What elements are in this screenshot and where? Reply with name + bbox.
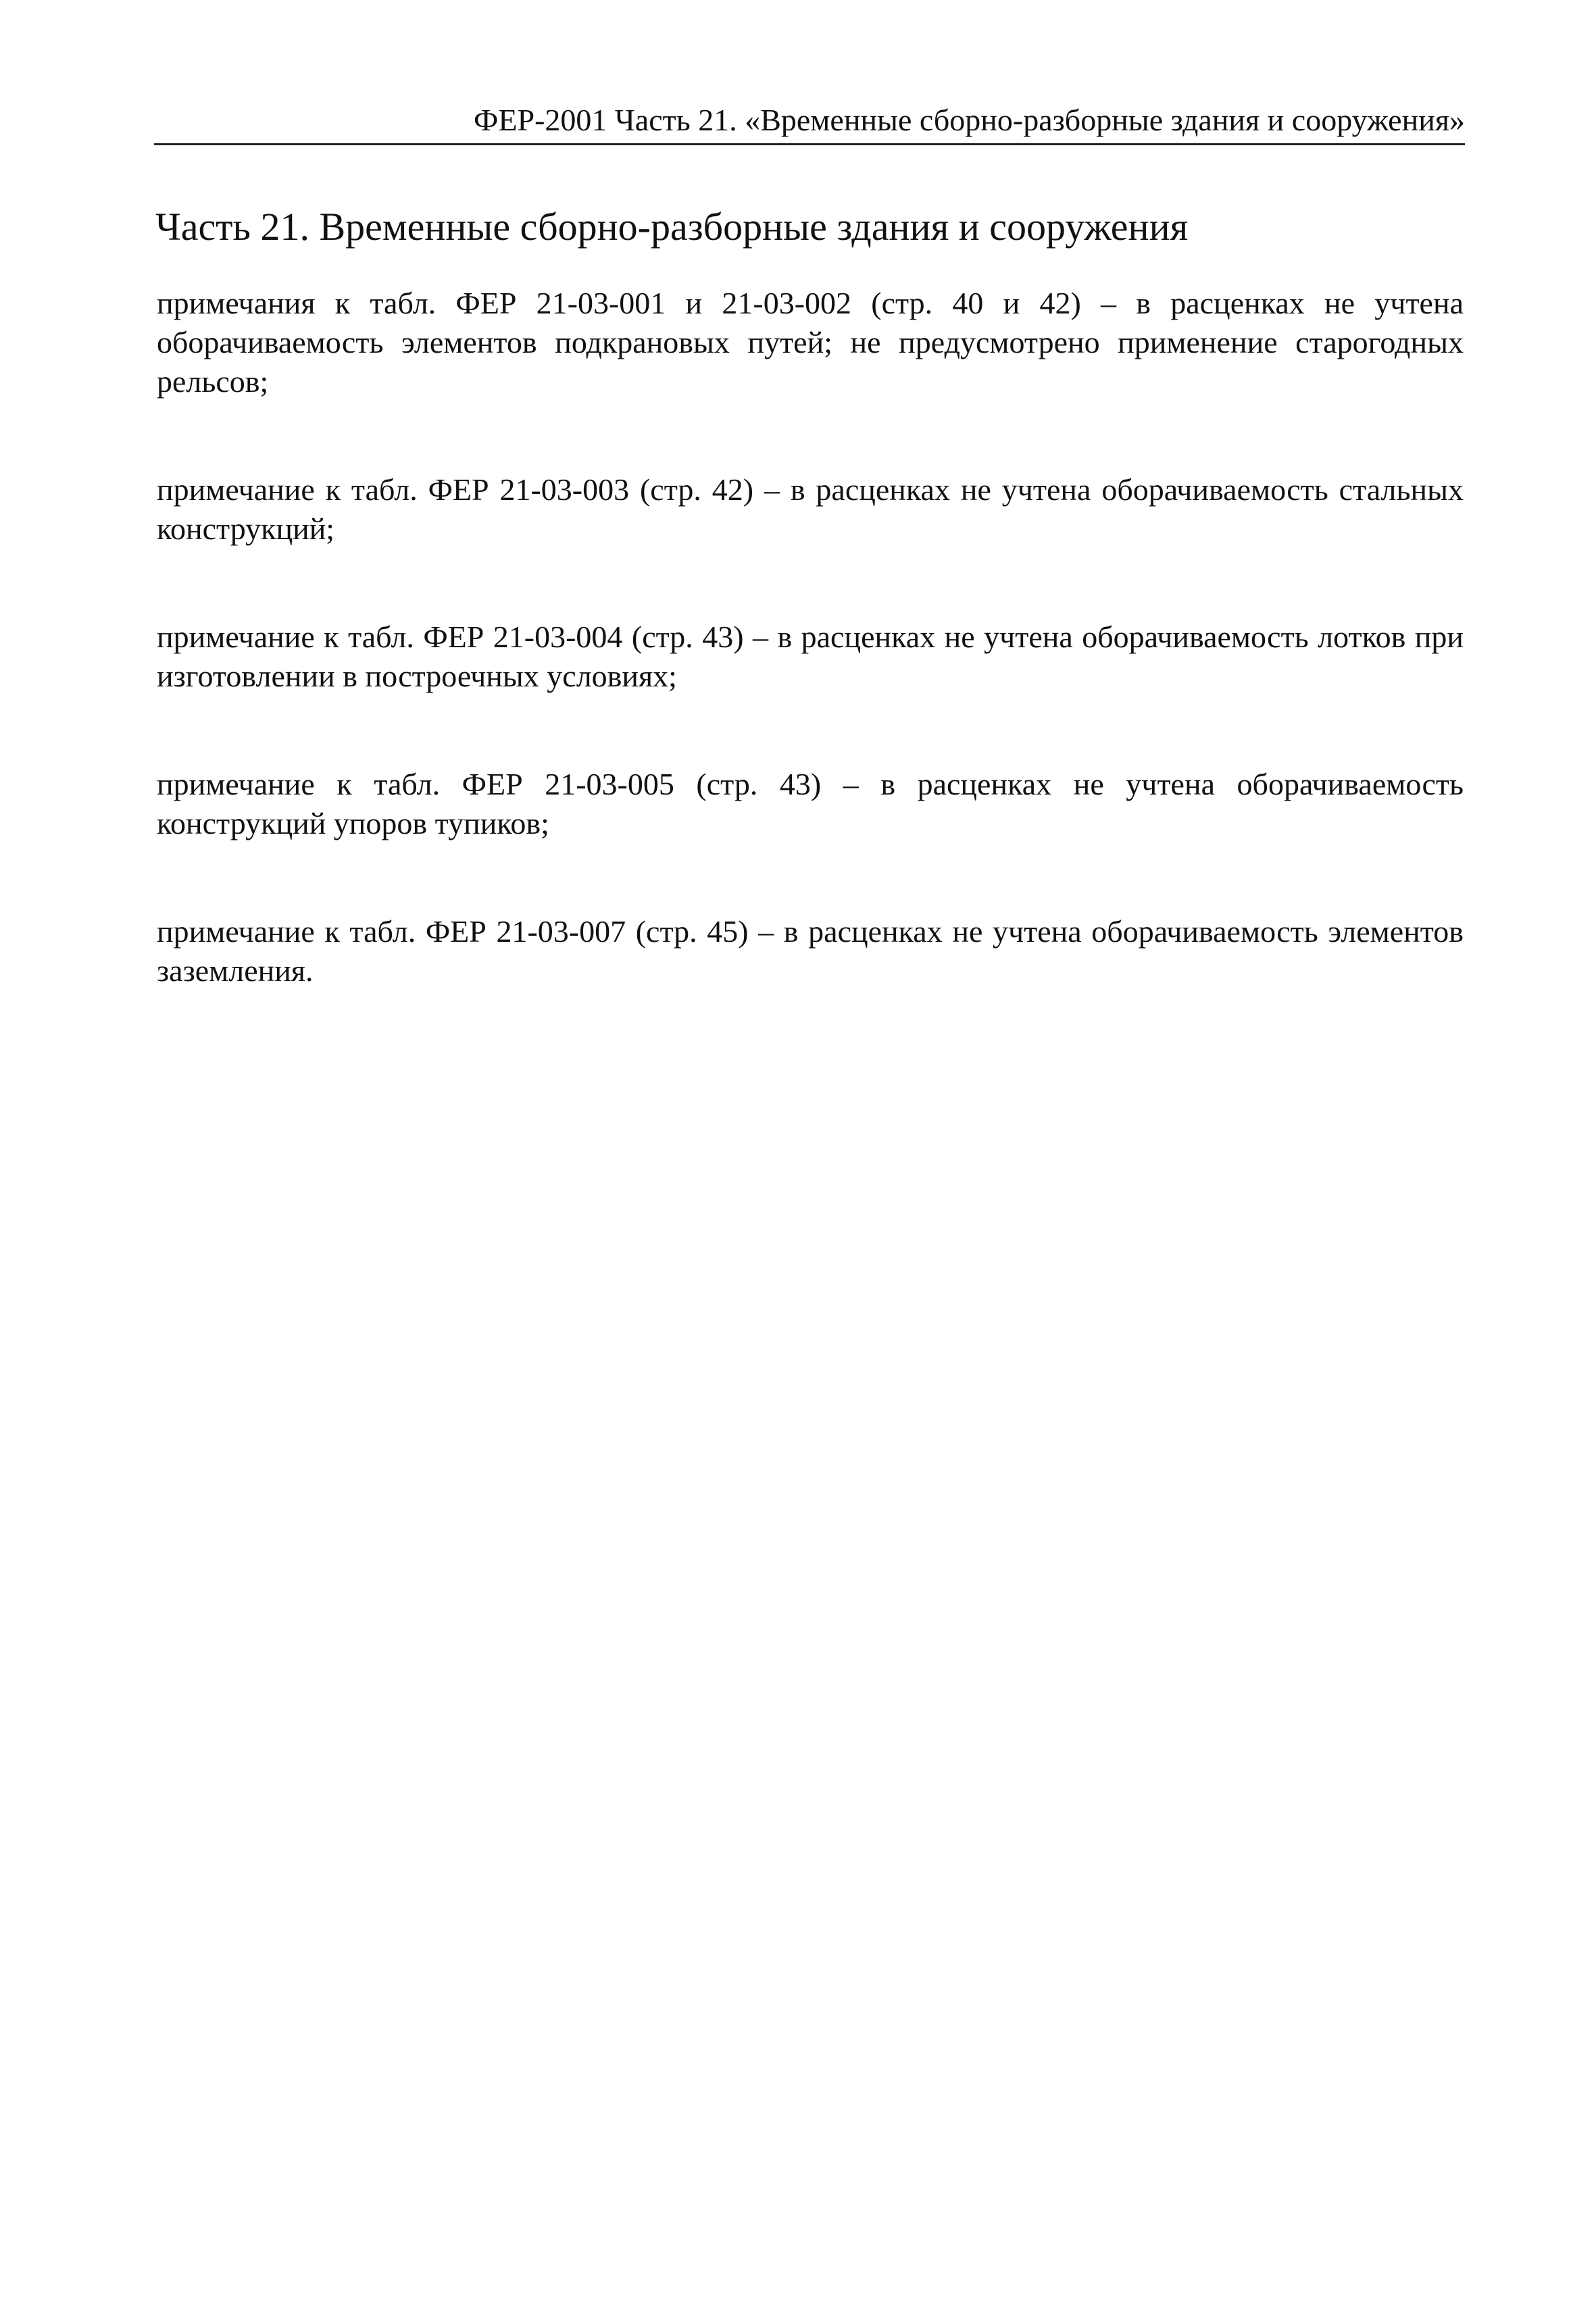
note-paragraph-2: примечание к табл. ФЕР 21-03-003 (стр. 42) – в расценках не учтена оборачиваемость стальных конструкций; [157,472,1464,546]
note-paragraph-1: примечания к табл. ФЕР 21-03-001 и 21-03-002 (стр. 40 и 42) – в расценках не учтена оборачиваемость элементов подкрановых путей; не предусмотрено применение старогодных рельсов; [157,286,1464,399]
header-rule [154,143,1465,145]
running-header: ФЕР-2001 Часть 21. «Временные сборно-разборные здания и сооружения» [474,103,1465,137]
note-paragraph-5: примечание к табл. ФЕР 21-03-007 (стр. 45) – в расценках не учтена оборачиваемость элементов заземления. [157,914,1464,988]
note-paragraph-4: примечание к табл. ФЕР 21-03-005 (стр. 43) – в расценках не учтена оборачиваемость конструкций упоров тупиков; [157,767,1464,840]
note-paragraph-3: примечание к табл. ФЕР 21-03-004 (стр. 43) – в расценках не учтена оборачиваемость лотков при изготовлении в построечных условиях; [157,620,1464,693]
notes-list [157,284,1464,1059]
section-title: Часть 21. Временные сборно-разборные здания и сооружения [155,205,1189,249]
